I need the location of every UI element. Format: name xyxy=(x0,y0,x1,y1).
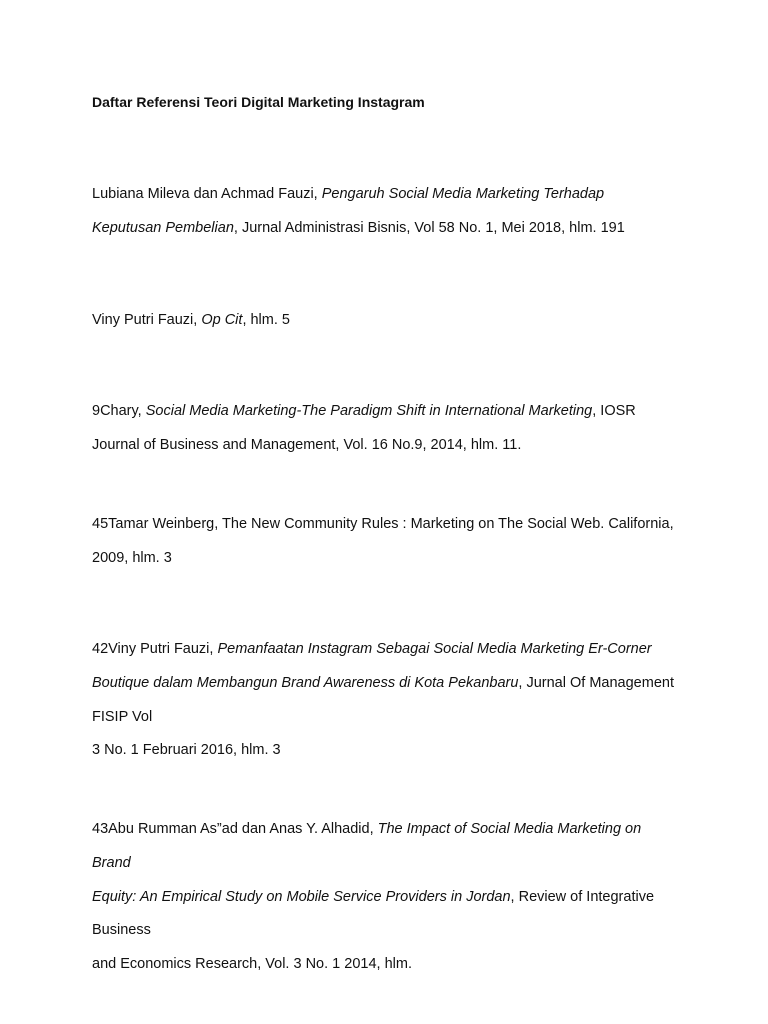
reference-text: , Jurnal Administrasi Bisnis, Vol 58 No. 1, Mei 2018, hlm. 191 xyxy=(233,220,625,236)
reference-5-line-2 xyxy=(92,675,674,691)
reference-4-line-2 xyxy=(92,550,172,566)
document-title: Daftar Referensi Teori Digital Marketing Instagram xyxy=(92,94,425,110)
reference-5-line-3 xyxy=(92,709,152,725)
reference-text: 45Tamar Weinberg, The New Community Rules : Marketing on The Social Web. California, xyxy=(92,516,674,532)
reference-italic-text: Keputusan Pembelian xyxy=(92,220,234,236)
reference-italic-text: Pengaruh Social Media Marketing Terhadap xyxy=(321,186,605,202)
reference-1-line-1 xyxy=(92,186,604,202)
reference-text: 9Chary, xyxy=(92,403,146,419)
reference-text: , Jurnal Of Management xyxy=(518,675,674,691)
reference-italic-text: Social Media Marketing-The Paradigm Shift in International Marketing xyxy=(145,403,593,419)
reference-italic-text: Equity: An Empirical Study on Mobile Service Providers in Jordan xyxy=(92,889,511,905)
reference-6-line-3 xyxy=(92,889,654,905)
reference-text: Business xyxy=(92,922,151,938)
reference-6-line-4 xyxy=(92,922,151,938)
reference-text: FISIP Vol xyxy=(92,709,153,725)
reference-italic-text: Brand xyxy=(92,855,131,871)
reference-text: 43Abu Rumman As”ad dan Anas Y. Alhadid, xyxy=(92,821,378,837)
reference-italic-text: Boutique dalam Membangun Brand Awareness di Kota Pekanbaru xyxy=(92,675,519,691)
reference-text: , hlm. 5 xyxy=(242,312,290,328)
reference-6-line-2 xyxy=(92,855,131,871)
reference-6-line-1 xyxy=(92,821,641,837)
reference-italic-text: Op Cit xyxy=(201,312,243,328)
reference-italic-text: Pemanfaatan Instagram Sebagai Social Media Marketing Er-Corner xyxy=(217,641,652,657)
reference-text: 3 No. 1 Februari 2016, hlm. 3 xyxy=(92,742,281,758)
reference-text: , Review of Integrative xyxy=(510,889,655,905)
reference-text: 42Viny Putri Fauzi, xyxy=(92,641,218,657)
reference-text: Viny Putri Fauzi, xyxy=(92,312,202,328)
reference-3-line-1 xyxy=(92,403,636,419)
reference-4-line-1 xyxy=(92,516,674,532)
reference-text: , IOSR xyxy=(592,403,636,419)
reference-text: Journal of Business and Management, Vol. 16 No.9, 2014, hlm. 11. xyxy=(92,437,522,453)
reference-6-line-5 xyxy=(92,956,412,972)
reference-5-line-4 xyxy=(92,742,281,758)
reference-2-line-1 xyxy=(92,312,290,328)
reference-text: 2009, hlm. 3 xyxy=(92,550,172,566)
reference-5-line-1 xyxy=(92,641,652,657)
reference-text: Lubiana Mileva dan Achmad Fauzi, xyxy=(92,186,322,202)
reference-text: and Economics Research, Vol. 3 No. 1 2014, hlm. xyxy=(92,956,412,972)
reference-italic-text: The Impact of Social Media Marketing on xyxy=(377,821,642,837)
reference-1-line-2 xyxy=(92,220,625,236)
reference-3-line-2 xyxy=(92,437,521,453)
